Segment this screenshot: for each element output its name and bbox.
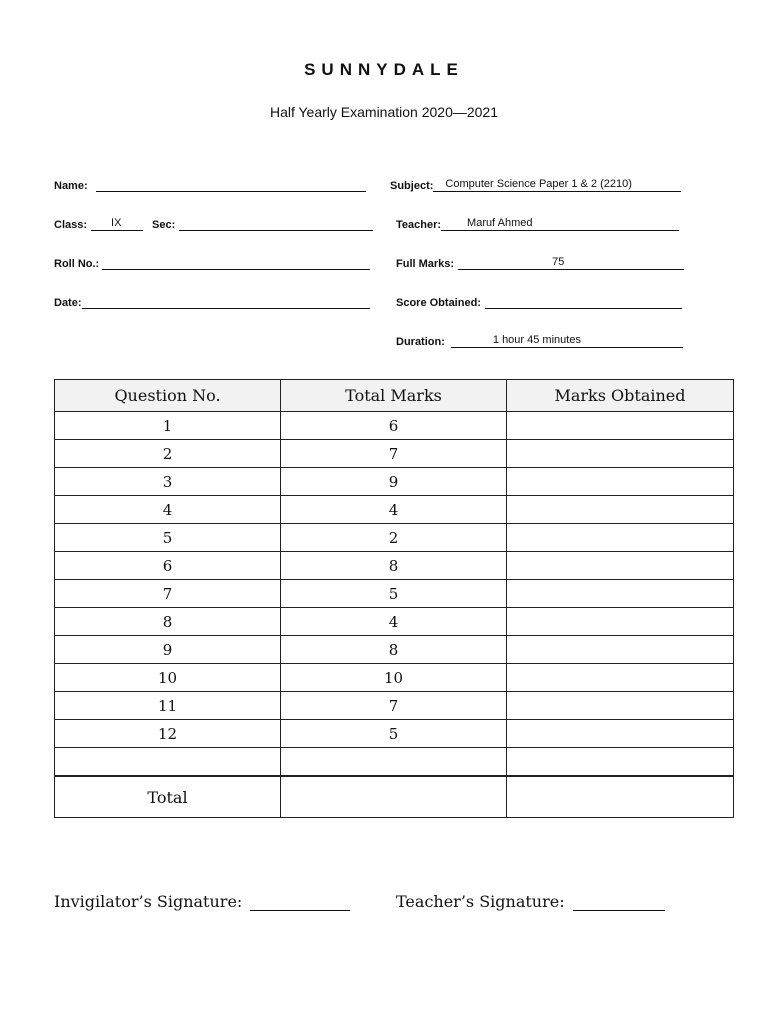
- marks-obtained-cell[interactable]: [507, 608, 734, 636]
- total-marks-sum-cell: [281, 776, 507, 818]
- marks-table: [54, 379, 734, 818]
- name-input-line[interactable]: [96, 178, 366, 192]
- total-marks-cell: 5: [281, 580, 507, 608]
- question-no-cell: 11: [55, 692, 281, 720]
- table-row: [55, 664, 734, 692]
- header-marks-obtained: Marks Obtained: [507, 380, 734, 412]
- school-name: SUNNYDALE: [304, 60, 464, 79]
- question-no-cell: 12: [55, 720, 281, 748]
- table-row: [55, 552, 734, 580]
- duration-label: Duration:: [396, 336, 445, 348]
- score-label: Score Obtained:: [396, 297, 481, 309]
- duration-field: [396, 334, 683, 348]
- class-field: [54, 217, 373, 231]
- marks-obtained-cell[interactable]: [507, 580, 734, 608]
- name-label: Name:: [54, 180, 88, 192]
- question-no-cell: 6: [55, 552, 281, 580]
- marks-obtained-cell[interactable]: [507, 636, 734, 664]
- blank-cell: [55, 748, 281, 777]
- table-row: [55, 440, 734, 468]
- total-marks-cell: 2: [281, 524, 507, 552]
- roll-label: Roll No.:: [54, 258, 100, 270]
- total-marks-cell: 10: [281, 664, 507, 692]
- score-input-line[interactable]: [485, 295, 682, 309]
- sec-input-line[interactable]: [179, 217, 373, 231]
- marks-obtained-cell[interactable]: [507, 552, 734, 580]
- date-field: [54, 295, 370, 309]
- teacher-signature: [396, 892, 665, 911]
- subject-input-line[interactable]: [433, 178, 681, 192]
- question-no-cell: 8: [55, 608, 281, 636]
- marks-obtained-cell[interactable]: [507, 524, 734, 552]
- teacher-signature-line[interactable]: [573, 892, 665, 911]
- question-no-cell: 5: [55, 524, 281, 552]
- total-marks-cell: 4: [281, 496, 507, 524]
- total-marks-cell: 8: [281, 552, 507, 580]
- subject-label: Subject:: [390, 180, 434, 192]
- marks-obtained-cell[interactable]: [507, 720, 734, 748]
- total-marks-cell: 6: [281, 412, 507, 440]
- question-no-cell: 9: [55, 636, 281, 664]
- total-row: [55, 776, 734, 818]
- table-row: [55, 412, 734, 440]
- table-row: [55, 496, 734, 524]
- total-marks-cell: 8: [281, 636, 507, 664]
- name-field: [54, 178, 366, 192]
- total-marks-cell: 5: [281, 720, 507, 748]
- total-marks-cell: 7: [281, 692, 507, 720]
- total-obtained-cell[interactable]: [507, 776, 734, 818]
- invigilator-signature-line[interactable]: [250, 892, 350, 911]
- marks-obtained-cell[interactable]: [507, 496, 734, 524]
- blank-row: [55, 748, 734, 777]
- invigilator-signature: [54, 892, 350, 911]
- class-input-line[interactable]: [91, 217, 143, 231]
- duration-value: 1 hour 45 minutes: [492, 334, 581, 346]
- full-marks-value: 75: [552, 256, 565, 268]
- question-no-cell: 2: [55, 440, 281, 468]
- total-label: Total: [55, 776, 281, 818]
- invigilator-signature-label: Invigilator’s Signature:: [54, 892, 243, 911]
- teacher-value: Maruf Ahmed: [467, 217, 533, 229]
- header-question-no: Question No.: [55, 380, 281, 412]
- total-marks-cell: 4: [281, 608, 507, 636]
- total-marks-cell: 9: [281, 468, 507, 496]
- sec-label: Sec:: [152, 219, 176, 231]
- roll-field: [54, 256, 370, 270]
- date-input-line[interactable]: [82, 295, 370, 309]
- total-marks-cell: 7: [281, 440, 507, 468]
- table-row: [55, 692, 734, 720]
- table-row: [55, 636, 734, 664]
- table-row: [55, 720, 734, 748]
- blank-cell: [281, 748, 507, 777]
- blank-cell[interactable]: [507, 748, 734, 777]
- question-no-cell: 3: [55, 468, 281, 496]
- question-no-cell: 7: [55, 580, 281, 608]
- teacher-signature-label: Teacher’s Signature:: [396, 892, 565, 911]
- score-field: [396, 295, 682, 309]
- marks-obtained-cell[interactable]: [507, 692, 734, 720]
- teacher-input-line[interactable]: [441, 217, 679, 231]
- class-value: IX: [111, 217, 122, 229]
- full-marks-input-line[interactable]: [458, 256, 684, 270]
- roll-input-line[interactable]: [102, 256, 370, 270]
- exam-title: Half Yearly Examination 2020—2021: [269, 104, 499, 120]
- full-marks-label: Full Marks:: [396, 258, 455, 270]
- question-no-cell: 10: [55, 664, 281, 692]
- marks-obtained-cell[interactable]: [507, 664, 734, 692]
- duration-input-line[interactable]: [451, 334, 683, 348]
- question-no-cell: 4: [55, 496, 281, 524]
- marks-obtained-cell[interactable]: [507, 412, 734, 440]
- subject-field: [390, 178, 681, 192]
- subject-value: Computer Science Paper 1 & 2 (2210): [445, 178, 632, 190]
- table-row: [55, 468, 734, 496]
- table-row: [55, 608, 734, 636]
- table-header-row: [55, 380, 734, 412]
- full-marks-field: [396, 256, 684, 270]
- teacher-field: [396, 217, 679, 231]
- table-row: [55, 524, 734, 552]
- marks-obtained-cell[interactable]: [507, 468, 734, 496]
- table-row: [55, 580, 734, 608]
- date-label: Date:: [54, 297, 82, 309]
- class-label: Class:: [54, 219, 88, 231]
- teacher-label: Teacher:: [396, 219, 442, 231]
- question-no-cell: 1: [55, 412, 281, 440]
- marks-obtained-cell[interactable]: [507, 440, 734, 468]
- header-total-marks: Total Marks: [281, 380, 507, 412]
